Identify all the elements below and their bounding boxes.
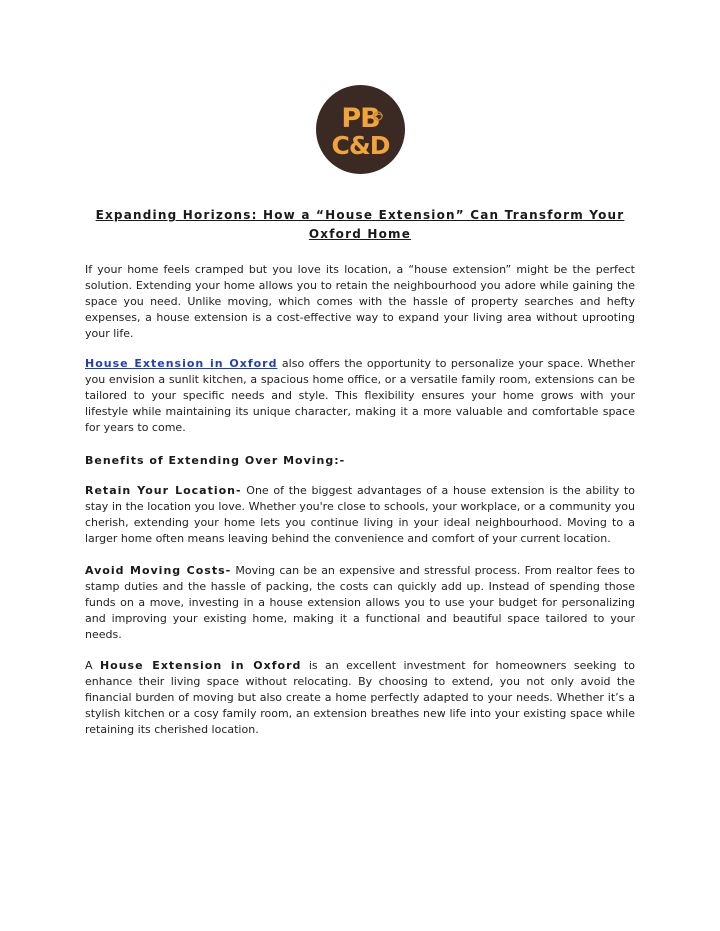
benefit-retain-location-lead: Retain Your Location- [85, 484, 242, 497]
paragraph-personalize-text: also offers the opportunity to personalize your space. Whether you envision a sunlit kitchen, a spacious home office, or a versatile family room, extensions can be tailored to your specific needs and style. This flexibility ensures your home grows with your lifestyle while maintaining its unique character, making it a more valuable and comfortable space for years to come. [85, 357, 635, 434]
article-content [85, 206, 635, 738]
benefits-heading: Benefits of Extending Over Moving:- [85, 454, 346, 467]
article-title: Expanding Horizons: How a “House Extension” Can Transform Your Oxford Home [95, 208, 625, 241]
closing-text: is an excellent investment for homeowners seeking to enhance their living space without relocating. By choosing to extend, you not only avoid the financial burden of moving but also create a home perfectly adapted to your needs. Whether it’s a stylish kitchen or a cosy family room, an extension breathes new life into your existing space while retaining its cherished location. [85, 659, 635, 736]
logo-badge-icon [316, 85, 405, 174]
logo-line1: PB [341, 103, 380, 134]
company-logo [316, 85, 405, 174]
closing-paragraph [85, 658, 635, 738]
closing-prefix: A [85, 659, 100, 672]
benefit-retain-location [85, 483, 635, 547]
benefit-avoid-costs [85, 563, 635, 643]
closing-bold-phrase: House Extension in Oxford [99, 659, 302, 672]
logo-line2: C&D [331, 131, 390, 160]
paragraph-personalize [85, 356, 635, 436]
house-extension-oxford-link[interactable]: House Extension in Oxford [85, 357, 278, 370]
intro-paragraph: If your home feels cramped but you love its location, a “house extension” might be the perfect solution. Extending your home allows you to retain the neighbourhood you adore while gaining the space you need. Unlike moving, which comes with the hassle of property searches and hefty expenses, a house extension is a cost-effective way to expand your living area without uprooting your life. [85, 263, 635, 340]
benefit-avoid-costs-text: Moving can be an expensive and stressful process. From realtor fees to stamp duties and the hassle of packing, the costs can quickly add up. Instead of spending those funds on a move, investing in a house extension allows you to use your budget for personalizing and improving your existing home, making it a functional and beautiful space tailored to your needs. [85, 564, 635, 641]
benefit-avoid-costs-lead: Avoid Moving Costs- [85, 564, 232, 577]
benefit-retain-location-text: One of the biggest advantages of a house extension is the ability to stay in the location you love. Whether you're close to schools, your workplace, or a community you cherish, extending your home lets you continue living in your ideal neighbourhood. Moving to a larger home often means leaving behind the convenience and comfort of your current location. [85, 484, 635, 545]
